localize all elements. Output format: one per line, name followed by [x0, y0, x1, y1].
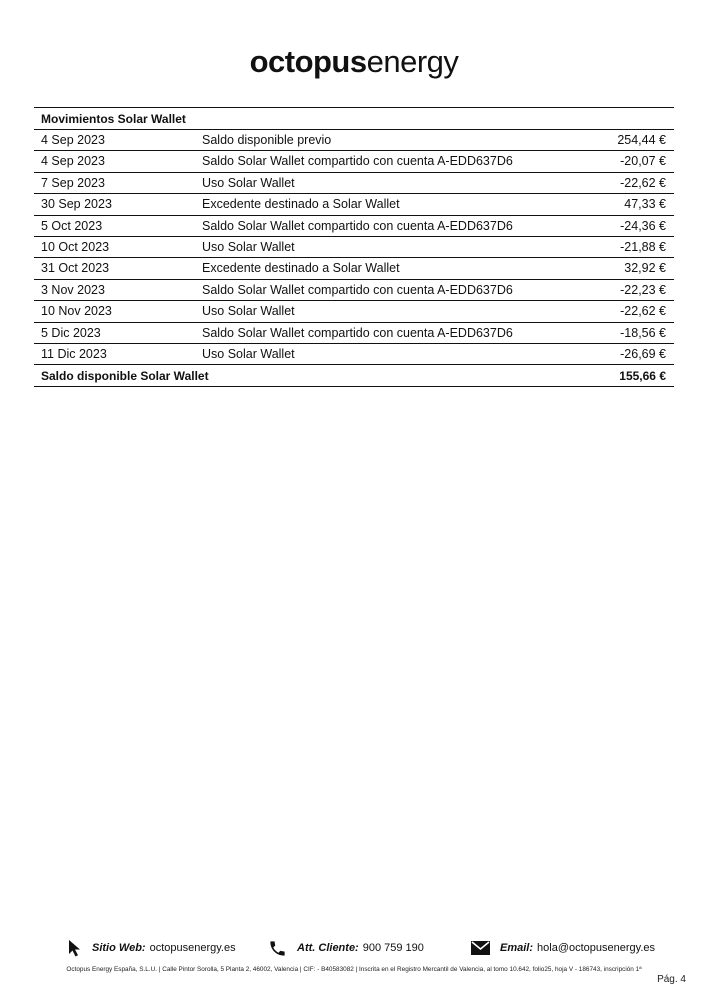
legal-notice: Octopus Energy España, S.L.U. | Calle Pintor Sorolla, 5 Planta 2, 46002, Valencia | CIF: - B40583082 | Inscrita en el Registro Mercantil de Valencia, al tomo 10.642, folio25, hoja V - 186743, inscripción 1ª [66, 966, 642, 973]
phone-icon [268, 939, 287, 958]
row-date: 11 Dic 2023 [41, 346, 107, 361]
table-body [34, 130, 674, 365]
row-concept: Saldo disponible previo [202, 133, 332, 147]
row-amount: 32,92 € [624, 261, 666, 276]
row-amount: -22,23 € [620, 282, 666, 297]
footer-web[interactable] [68, 937, 236, 959]
table-row [34, 323, 674, 344]
logo-light-text: energy [366, 44, 459, 79]
row-date: 31 Oct 2023 [41, 261, 110, 276]
table-row [34, 301, 674, 322]
row-concept: Saldo Solar Wallet compartido con cuenta A-EDD637D6 [202, 154, 513, 169]
row-date: 4 Sep 2023 [41, 154, 105, 169]
web-label: Sitio Web: [92, 942, 146, 954]
table-row [34, 216, 674, 237]
row-amount: -22,62 € [620, 304, 666, 319]
row-date: 3 Nov 2023 [41, 282, 105, 297]
table-row [34, 344, 674, 365]
row-date: 7 Sep 2023 [41, 175, 105, 190]
page-number: Pág. 4 [657, 974, 686, 985]
total-row [34, 365, 674, 387]
row-concept: Uso Solar Wallet [202, 239, 295, 254]
table-header: Movimientos Solar Wallet [34, 108, 674, 130]
row-amount: -21,88 € [620, 239, 666, 254]
contact-footer [0, 937, 708, 959]
row-concept: Excedente destinado a Solar Wallet [202, 261, 400, 276]
total-value: 155,66 € [619, 369, 666, 384]
table-row [34, 130, 674, 151]
row-date: 5 Oct 2023 [41, 218, 103, 233]
row-concept: Saldo Solar Wallet compartido con cuenta A-EDD637D6 [202, 218, 513, 233]
row-concept: Saldo Solar Wallet compartido con cuenta A-EDD637D6 [202, 325, 513, 340]
envelope-icon [471, 941, 490, 955]
row-date: 30 Sep 2023 [41, 197, 112, 212]
table-row [34, 194, 674, 215]
email-label: Email: [500, 942, 534, 954]
row-date: 4 Sep 2023 [41, 133, 105, 147]
phone-number[interactable]: 900 759 190 [362, 942, 424, 954]
row-date: 10 Nov 2023 [41, 304, 112, 319]
row-date: 5 Dic 2023 [41, 325, 101, 340]
row-concept: Saldo Solar Wallet compartido con cuenta A-EDD637D6 [202, 282, 513, 297]
row-amount: -24,36 € [620, 218, 666, 233]
phone-label: Att. Cliente: [297, 942, 359, 954]
row-concept: Uso Solar Wallet [202, 175, 295, 190]
row-amount: -26,69 € [620, 346, 666, 361]
table-row [34, 237, 674, 258]
table-row [34, 280, 674, 301]
solar-wallet-table [34, 107, 674, 387]
row-amount: -22,62 € [620, 175, 666, 190]
row-concept: Uso Solar Wallet [202, 346, 295, 361]
cursor-arrow-icon [68, 939, 82, 957]
table-row [34, 173, 674, 194]
octopus-energy-logo [0, 44, 708, 80]
footer-phone[interactable] [268, 937, 424, 959]
logo-bold-text: octopus [249, 44, 367, 79]
email-link[interactable]: hola@octopusenergy.es [537, 942, 655, 954]
row-amount: 47,33 € [624, 197, 666, 212]
table-row [34, 258, 674, 279]
table-row [34, 151, 674, 172]
row-amount: -18,56 € [620, 325, 666, 340]
total-label: Saldo disponible Solar Wallet [41, 369, 209, 384]
row-amount: 254,44 € [617, 133, 666, 147]
web-link[interactable]: octopusenergy.es [149, 942, 236, 954]
row-concept: Uso Solar Wallet [202, 304, 295, 319]
row-concept: Excedente destinado a Solar Wallet [202, 197, 400, 212]
row-date: 10 Oct 2023 [41, 239, 110, 254]
row-amount: -20,07 € [620, 154, 666, 169]
footer-email[interactable] [471, 937, 655, 959]
